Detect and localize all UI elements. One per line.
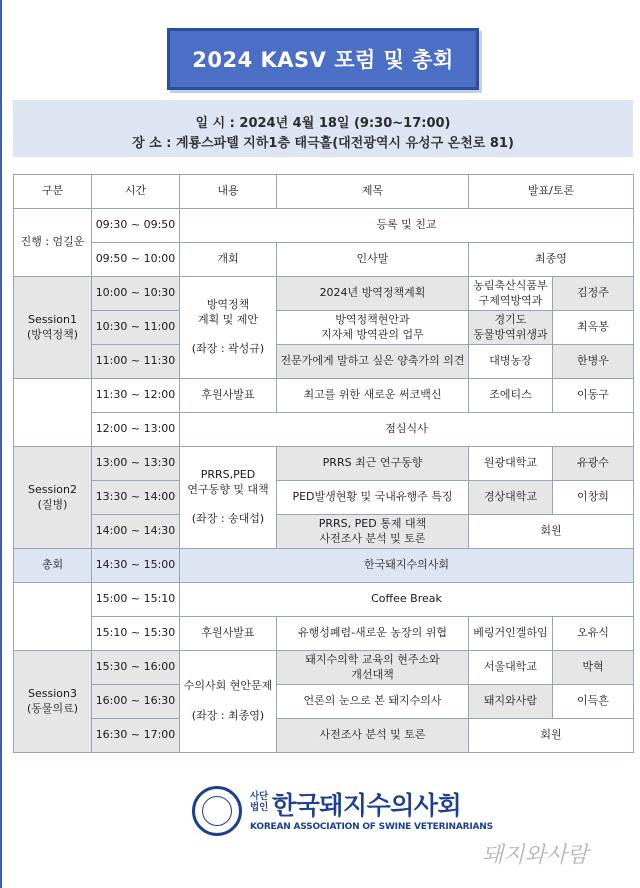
sponsor1-content: 후원사발표 — [180, 379, 277, 413]
title-banner — [167, 28, 479, 90]
time-cell: 13:00 ~ 13:30 — [92, 447, 180, 481]
session2-title: PRRS 최근 연구동향 — [277, 447, 469, 481]
header-category: 구분 — [14, 175, 92, 209]
session1-org: 농림축산식품부 구제역방역과 — [469, 277, 553, 311]
time-cell: 14:30 ~ 15:00 — [92, 549, 180, 583]
table-row — [14, 617, 634, 651]
session1-org: 대병농장 — [469, 345, 553, 379]
session1-speaker: 김정주 — [553, 277, 634, 311]
session3-title: 언론의 눈으로 본 돼지수의사 — [277, 685, 469, 719]
table-row — [14, 719, 634, 753]
time-cell: 09:30 ~ 09:50 — [92, 209, 180, 243]
session2-title: PED발생현황 및 국내유행주 특징 — [277, 481, 469, 515]
place-value: 계룡스파텔 지하1층 태극홀(대전광역시 유성구 온천로 81) — [175, 136, 514, 151]
watermark: 돼지와사람 — [482, 843, 589, 868]
session3-speaker: 이득흔 — [553, 685, 634, 719]
schedule-table — [13, 174, 634, 753]
sponsor1-org: 조에티스 — [469, 379, 553, 413]
seal-inner-icon — [202, 796, 232, 826]
sponsor2-title: 유행성폐렴-새로운 농장의 위협 — [277, 617, 469, 651]
session2-content: PRRS,PED 연구동향 및 대책 (좌장 : 송대섭) — [180, 447, 277, 549]
sponsor1-speaker: 이동구 — [553, 379, 634, 413]
host-cell: 진행 : 엄길운 — [14, 209, 92, 277]
empty-category-cell — [14, 379, 92, 447]
session3-org: 돼지와사람 — [469, 685, 553, 719]
table-header-row — [14, 175, 634, 209]
session2-speaker: 이창희 — [553, 481, 634, 515]
table-row — [14, 277, 634, 311]
session2-org: 원광대학교 — [469, 447, 553, 481]
session2-org: 경상대학교 — [469, 481, 553, 515]
session3-discussion: 회원 — [469, 719, 634, 753]
date-value: 2024년 4월 18일 (9:30~17:00) — [239, 116, 451, 131]
time-cell: 12:00 ~ 13:00 — [92, 413, 180, 447]
table-row — [14, 685, 634, 719]
table-row — [14, 515, 634, 549]
table-row — [14, 583, 634, 617]
session2-speaker: 유광수 — [553, 447, 634, 481]
time-cell: 16:00 ~ 16:30 — [92, 685, 180, 719]
session1-org: 경기도 동물방역위생과 — [469, 311, 553, 345]
time-cell: 09:50 ~ 10:00 — [92, 243, 180, 277]
time-cell: 14:00 ~ 14:30 — [92, 515, 180, 549]
time-cell: 15:00 ~ 15:10 — [92, 583, 180, 617]
sponsor1-title: 최고를 위한 새로운 써코백신 — [277, 379, 469, 413]
session3-title: 돼지수의학 교육의 현주소와 개선대책 — [277, 651, 469, 685]
session3-label: Session3 (동물의료) — [14, 651, 92, 753]
table-row — [14, 549, 634, 583]
general-title: 한국돼지수의사회 — [180, 549, 634, 583]
time-cell: 10:30 ~ 11:00 — [92, 311, 180, 345]
lunch-cell: 점심식사 — [180, 413, 634, 447]
coffee-cell: Coffee Break — [180, 583, 634, 617]
sponsor2-org: 베링거인겔하임 — [469, 617, 553, 651]
time-cell: 11:00 ~ 11:30 — [92, 345, 180, 379]
header-time: 시간 — [92, 175, 180, 209]
seal-icon — [192, 786, 242, 836]
header-title: 제목 — [277, 175, 469, 209]
place-line — [13, 132, 633, 151]
session2-title: PRRS, PED 통제 대책 사전조사 분석 및 토론 — [277, 515, 469, 549]
event-info — [13, 100, 633, 157]
sponsor2-speaker: 오유식 — [553, 617, 634, 651]
session1-content: 방역정책 계획 및 제안 (좌장 : 곽성규) — [180, 277, 277, 379]
session1-title: 방역정책현안과 지자체 방역관의 업무 — [277, 311, 469, 345]
header-presenter: 발표/토론 — [469, 175, 634, 209]
session2-label: Session2 (질병) — [14, 447, 92, 549]
session2-discussion: 회원 — [469, 515, 634, 549]
session3-speaker: 박혁 — [553, 651, 634, 685]
session3-org: 서울대학교 — [469, 651, 553, 685]
association-logo — [192, 786, 493, 838]
date-line — [13, 112, 633, 131]
time-cell: 13:30 ~ 14:00 — [92, 481, 180, 515]
table-row — [14, 413, 634, 447]
date-label: 일 시 : — [195, 116, 235, 131]
session1-speaker: 최옥봉 — [553, 311, 634, 345]
time-cell: 15:30 ~ 16:00 — [92, 651, 180, 685]
page-title: 2024 KASV 포럼 및 총회 — [192, 48, 454, 72]
opening-cell: 개회 — [180, 243, 277, 277]
table-row — [14, 209, 634, 243]
session1-label: Session1 (방역정책) — [14, 277, 92, 379]
logo-small-text: 사단 법인 — [250, 791, 269, 813]
table-row — [14, 345, 634, 379]
greeting-speaker: 최종영 — [469, 243, 634, 277]
session1-title: 전문가에게 말하고 싶은 양축가의 의견 — [277, 345, 469, 379]
session3-title: 사전조사 분석 및 토론 — [277, 719, 469, 753]
table-row — [14, 481, 634, 515]
table-row — [14, 447, 634, 481]
table-row — [14, 651, 634, 685]
header-content: 내용 — [180, 175, 277, 209]
empty-category-cell — [14, 583, 92, 651]
general-label: 총회 — [14, 549, 92, 583]
table-row — [14, 379, 634, 413]
session3-content: 수의사회 현안문제 (좌장 : 최종영) — [180, 651, 277, 753]
sponsor2-content: 후원사발표 — [180, 617, 277, 651]
table-row — [14, 243, 634, 277]
session1-title: 2024년 방역정책계획 — [277, 277, 469, 311]
place-label: 장 소 : — [132, 136, 172, 151]
time-cell: 15:10 ~ 15:30 — [92, 617, 180, 651]
registration-cell: 등록 및 친교 — [180, 209, 634, 243]
logo-name: 한국돼지수의사회 — [272, 791, 462, 820]
logo-english-name: KOREAN ASSOCIATION OF SWINE VETERINARIANS — [250, 822, 493, 832]
greeting-cell: 인사말 — [277, 243, 469, 277]
time-cell: 16:30 ~ 17:00 — [92, 719, 180, 753]
time-cell: 10:00 ~ 10:30 — [92, 277, 180, 311]
time-cell: 11:30 ~ 12:00 — [92, 379, 180, 413]
table-row — [14, 311, 634, 345]
session1-speaker: 한병우 — [553, 345, 634, 379]
